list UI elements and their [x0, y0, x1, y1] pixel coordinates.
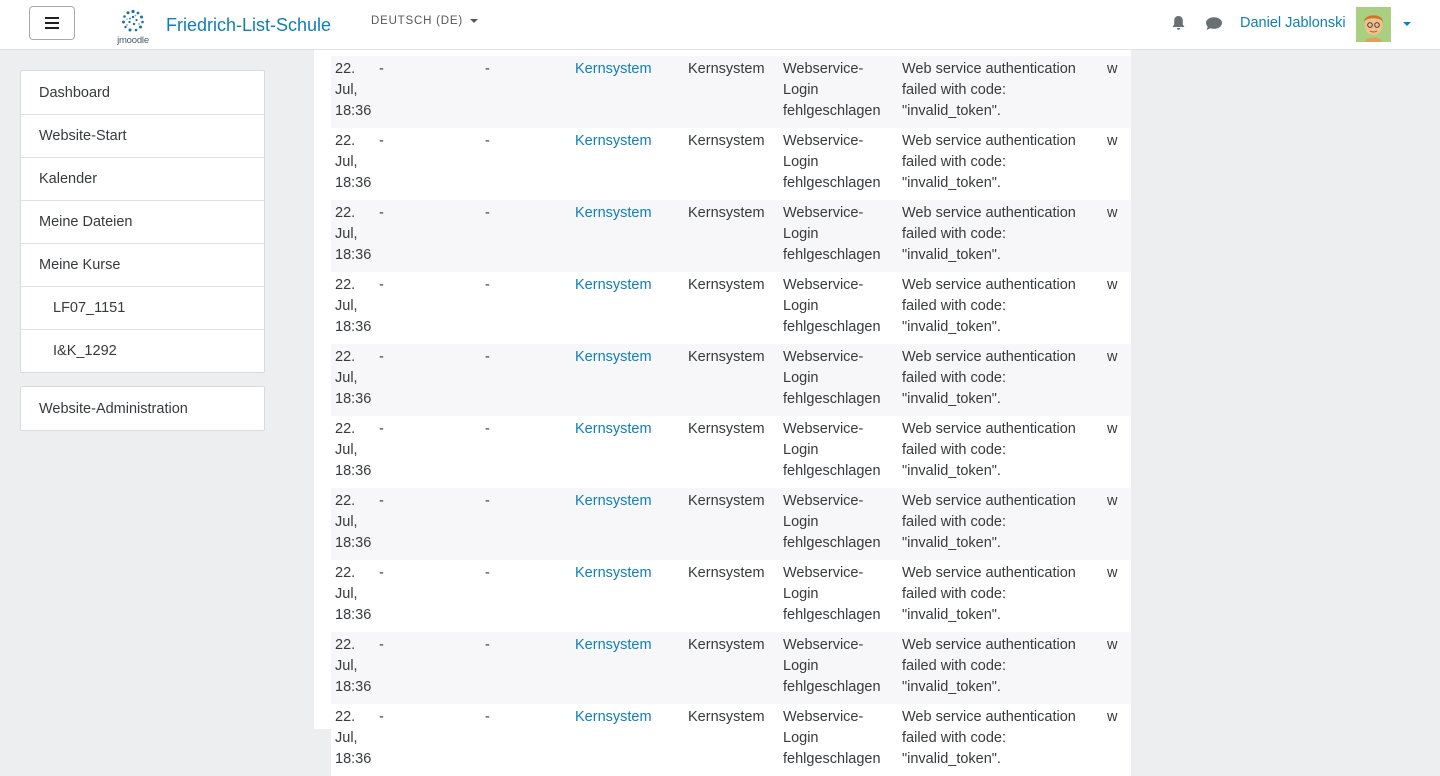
event-line: Login [783, 226, 819, 242]
cell-event [779, 344, 898, 416]
description-line: Web service authentication [902, 205, 1076, 221]
event-line: fehlgeschlagen [783, 247, 881, 263]
event-line: Webservice- [783, 61, 864, 77]
cell-event [779, 128, 898, 200]
time-line: Jul, [335, 442, 358, 458]
cell-user: - [379, 565, 384, 581]
user-avatar[interactable] [1356, 7, 1391, 42]
time-line: 18:36 [335, 175, 372, 191]
time-line: 18:36 [335, 607, 372, 623]
event-line: Webservice- [783, 349, 864, 365]
context-link[interactable]: Kernsystem [575, 565, 652, 581]
cell-component: Kernsystem [688, 61, 765, 77]
cell-origin: w [1107, 637, 1118, 653]
language-menu[interactable] [371, 15, 478, 27]
language-label: DEUTSCH (DE) [371, 15, 464, 27]
cell-description [898, 488, 1103, 560]
cell-event [779, 560, 898, 632]
messages-chat-icon[interactable] [1205, 16, 1223, 35]
cell-context [571, 704, 684, 776]
time-line: 18:36 [335, 247, 372, 263]
nav-item-meine-kurse[interactable]: Meine Kurse [21, 243, 264, 286]
log-table [331, 56, 1131, 776]
cell-affected-user: - [485, 565, 490, 581]
description-line: failed with code: [902, 442, 1006, 458]
event-line: fehlgeschlagen [783, 103, 881, 119]
table-row [331, 200, 1131, 272]
time-line: Jul, [335, 154, 358, 170]
description-line: Web service authentication [902, 277, 1076, 293]
nav-item-dashboard[interactable]: Dashboard [39, 84, 110, 101]
cell-origin: w [1107, 421, 1118, 437]
description-line: "invalid_token". [902, 175, 1001, 191]
cell-origin: w [1107, 493, 1118, 509]
site-logo[interactable] [112, 9, 154, 47]
nav-item-kalender[interactable]: Kalender [21, 157, 264, 200]
time-line: Jul, [335, 226, 358, 242]
cell-affected-user: - [485, 421, 490, 437]
cell-component: Kernsystem [688, 493, 765, 509]
cell-event [779, 200, 898, 272]
event-line: Webservice- [783, 565, 864, 581]
cell-context [571, 272, 684, 344]
description-line: "invalid_token". [902, 247, 1001, 263]
cell-context [571, 488, 684, 560]
drawer-toggle-button[interactable] [29, 6, 75, 40]
context-link[interactable]: Kernsystem [575, 709, 652, 725]
event-line: fehlgeschlagen [783, 679, 881, 695]
context-link[interactable]: Kernsystem [575, 61, 652, 77]
context-link[interactable]: Kernsystem [575, 205, 652, 221]
description-line: "invalid_token". [902, 679, 1001, 695]
time-line: 22. [335, 133, 356, 149]
description-line: failed with code: [902, 226, 1006, 242]
notifications-bell-icon[interactable] [1171, 15, 1186, 35]
description-line: "invalid_token". [902, 319, 1001, 335]
event-line: Login [783, 154, 819, 170]
description-line: Web service authentication [902, 61, 1076, 77]
cell-user: - [379, 709, 384, 725]
cell-component: Kernsystem [688, 133, 765, 149]
table-row [331, 128, 1131, 200]
description-line: failed with code: [902, 658, 1006, 674]
event-line: Webservice- [783, 205, 864, 221]
time-line: 22. [335, 61, 356, 77]
cell-description [898, 344, 1103, 416]
event-line: Webservice- [783, 493, 864, 509]
cell-origin: w [1107, 61, 1118, 77]
table-row [331, 632, 1131, 704]
description-line: Web service authentication [902, 637, 1076, 653]
cell-time [331, 704, 375, 776]
top-navbar [0, 0, 1440, 50]
cell-context [571, 200, 684, 272]
cell-affected-user: - [485, 349, 490, 365]
cell-user: - [379, 133, 384, 149]
time-line: 22. [335, 421, 356, 437]
context-link[interactable]: Kernsystem [575, 637, 652, 653]
hamburger-icon [45, 17, 59, 29]
time-line: 18:36 [335, 391, 372, 407]
chevron-down-icon [470, 19, 478, 23]
description-line: Web service authentication [902, 565, 1076, 581]
cell-description [898, 560, 1103, 632]
cell-description [898, 128, 1103, 200]
nav-drawer [0, 50, 285, 729]
nav-admin-block [20, 386, 265, 431]
cell-context [571, 344, 684, 416]
table-row [331, 56, 1131, 128]
event-line: fehlgeschlagen [783, 751, 881, 767]
time-line: 18:36 [335, 103, 372, 119]
description-line: "invalid_token". [902, 751, 1001, 767]
logo-text: jmoodle [117, 35, 149, 46]
description-line: failed with code: [902, 514, 1006, 530]
cell-user: - [379, 277, 384, 293]
cell-affected-user: - [485, 709, 490, 725]
cell-context [571, 416, 684, 488]
time-line: Jul, [335, 586, 358, 602]
time-line: 22. [335, 709, 356, 725]
time-line: Jul, [335, 514, 358, 530]
cell-time [331, 200, 375, 272]
event-line: fehlgeschlagen [783, 319, 881, 335]
cell-affected-user: - [485, 637, 490, 653]
description-line: "invalid_token". [902, 535, 1001, 551]
context-link[interactable]: Kernsystem [575, 493, 652, 509]
cell-time [331, 56, 375, 128]
time-line: Jul, [335, 82, 358, 98]
cell-time [331, 416, 375, 488]
table-row [331, 416, 1131, 488]
cell-component: Kernsystem [688, 349, 765, 365]
time-line: 18:36 [335, 319, 372, 335]
main-content [314, 50, 1131, 767]
event-line: Login [783, 82, 819, 98]
cell-affected-user: - [485, 205, 490, 221]
event-line: Webservice- [783, 709, 864, 725]
description-line: "invalid_token". [902, 391, 1001, 407]
event-line: Login [783, 298, 819, 314]
cell-affected-user: - [485, 133, 490, 149]
event-line: Login [783, 658, 819, 674]
event-line: fehlgeschlagen [783, 535, 881, 551]
table-row [331, 272, 1131, 344]
description-line: Web service authentication [902, 421, 1076, 437]
cell-event [779, 416, 898, 488]
cell-component: Kernsystem [688, 277, 765, 293]
event-line: Webservice- [783, 421, 864, 437]
cell-component: Kernsystem [688, 205, 765, 221]
event-line: Login [783, 514, 819, 530]
cell-origin: w [1107, 133, 1118, 149]
description-line: failed with code: [902, 370, 1006, 386]
description-line: failed with code: [902, 154, 1006, 170]
cell-user: - [379, 421, 384, 437]
cell-affected-user: - [485, 277, 490, 293]
cell-time [331, 128, 375, 200]
description-line: failed with code: [902, 298, 1006, 314]
time-line: Jul, [335, 370, 358, 386]
context-link[interactable]: Kernsystem [575, 421, 652, 437]
time-line: Jul, [335, 298, 358, 314]
cell-context [571, 128, 684, 200]
cell-origin: w [1107, 565, 1118, 581]
table-row [331, 488, 1131, 560]
event-line: fehlgeschlagen [783, 391, 881, 407]
cell-time [331, 632, 375, 704]
description-line: "invalid_token". [902, 103, 1001, 119]
description-line: Web service authentication [902, 493, 1076, 509]
context-link[interactable]: Kernsystem [575, 277, 652, 293]
event-line: fehlgeschlagen [783, 463, 881, 479]
description-line: "invalid_token". [902, 463, 1001, 479]
cell-description [898, 704, 1103, 776]
cell-description [898, 200, 1103, 272]
table-row [331, 560, 1131, 632]
event-line: Webservice- [783, 277, 864, 293]
logo-dots-icon [121, 9, 145, 33]
cell-event [779, 488, 898, 560]
context-link[interactable]: Kernsystem [575, 133, 652, 149]
cell-event [779, 632, 898, 704]
cell-component: Kernsystem [688, 709, 765, 725]
cell-user: - [379, 205, 384, 221]
cell-time [331, 272, 375, 344]
event-line: Login [783, 370, 819, 386]
nav-item-course-ik[interactable]: I&K_1292 [21, 329, 264, 372]
table-row [331, 704, 1131, 776]
time-line: 18:36 [335, 751, 372, 767]
cell-description [898, 632, 1103, 704]
cell-origin: w [1107, 205, 1118, 221]
time-line: 22. [335, 565, 356, 581]
cell-origin: w [1107, 349, 1118, 365]
description-line: failed with code: [902, 730, 1006, 746]
context-link[interactable]: Kernsystem [575, 349, 652, 365]
time-line: 22. [335, 349, 356, 365]
cell-context [571, 560, 684, 632]
cell-time [331, 488, 375, 560]
nav-item-course-lf07[interactable]: LF07_1151 [21, 286, 264, 329]
description-line: Web service authentication [902, 133, 1076, 149]
time-line: 18:36 [335, 535, 372, 551]
time-line: 22. [335, 637, 356, 653]
user-name-link[interactable]: Daniel Jablonski [1240, 15, 1346, 31]
event-line: Login [783, 586, 819, 602]
cell-time [331, 560, 375, 632]
cell-user: - [379, 637, 384, 653]
nav-item-website-administration[interactable]: Website-Administration [39, 400, 188, 417]
cell-origin: w [1107, 709, 1118, 725]
time-line: Jul, [335, 658, 358, 674]
cell-context [571, 56, 684, 128]
cell-event [779, 704, 898, 776]
event-line: Login [783, 730, 819, 746]
cell-user: - [379, 493, 384, 509]
time-line: 22. [335, 493, 356, 509]
site-name-link[interactable]: Friedrich-List-Schule [166, 15, 332, 35]
cell-event [779, 272, 898, 344]
nav-main-block [20, 70, 265, 373]
time-line: 18:36 [335, 679, 372, 695]
cell-component: Kernsystem [688, 637, 765, 653]
nav-item-website-start[interactable]: Website-Start [21, 114, 264, 157]
user-menu-caret-icon[interactable] [1403, 22, 1411, 26]
description-line: Web service authentication [902, 349, 1076, 365]
nav-item-meine-dateien[interactable]: Meine Dateien [21, 200, 264, 243]
cell-description [898, 56, 1103, 128]
cell-time [331, 344, 375, 416]
table-row [331, 344, 1131, 416]
cell-origin: w [1107, 277, 1118, 293]
description-line: "invalid_token". [902, 607, 1001, 623]
cell-description [898, 416, 1103, 488]
event-line: Webservice- [783, 133, 864, 149]
event-line: fehlgeschlagen [783, 607, 881, 623]
event-line: Webservice- [783, 637, 864, 653]
event-line: Login [783, 442, 819, 458]
description-line: failed with code: [902, 586, 1006, 602]
description-line: Web service authentication [902, 709, 1076, 725]
time-line: 18:36 [335, 463, 372, 479]
cell-affected-user: - [485, 61, 490, 77]
event-line: fehlgeschlagen [783, 175, 881, 191]
cell-user: - [379, 61, 384, 77]
cell-component: Kernsystem [688, 565, 765, 581]
cell-user: - [379, 349, 384, 365]
time-line: 22. [335, 277, 356, 293]
description-line: failed with code: [902, 82, 1006, 98]
cell-component: Kernsystem [688, 421, 765, 437]
log-table-body [331, 56, 1131, 776]
cell-description [898, 272, 1103, 344]
cell-affected-user: - [485, 493, 490, 509]
time-line: Jul, [335, 730, 358, 746]
cell-context [571, 632, 684, 704]
time-line: 22. [335, 205, 356, 221]
cell-event [779, 56, 898, 128]
